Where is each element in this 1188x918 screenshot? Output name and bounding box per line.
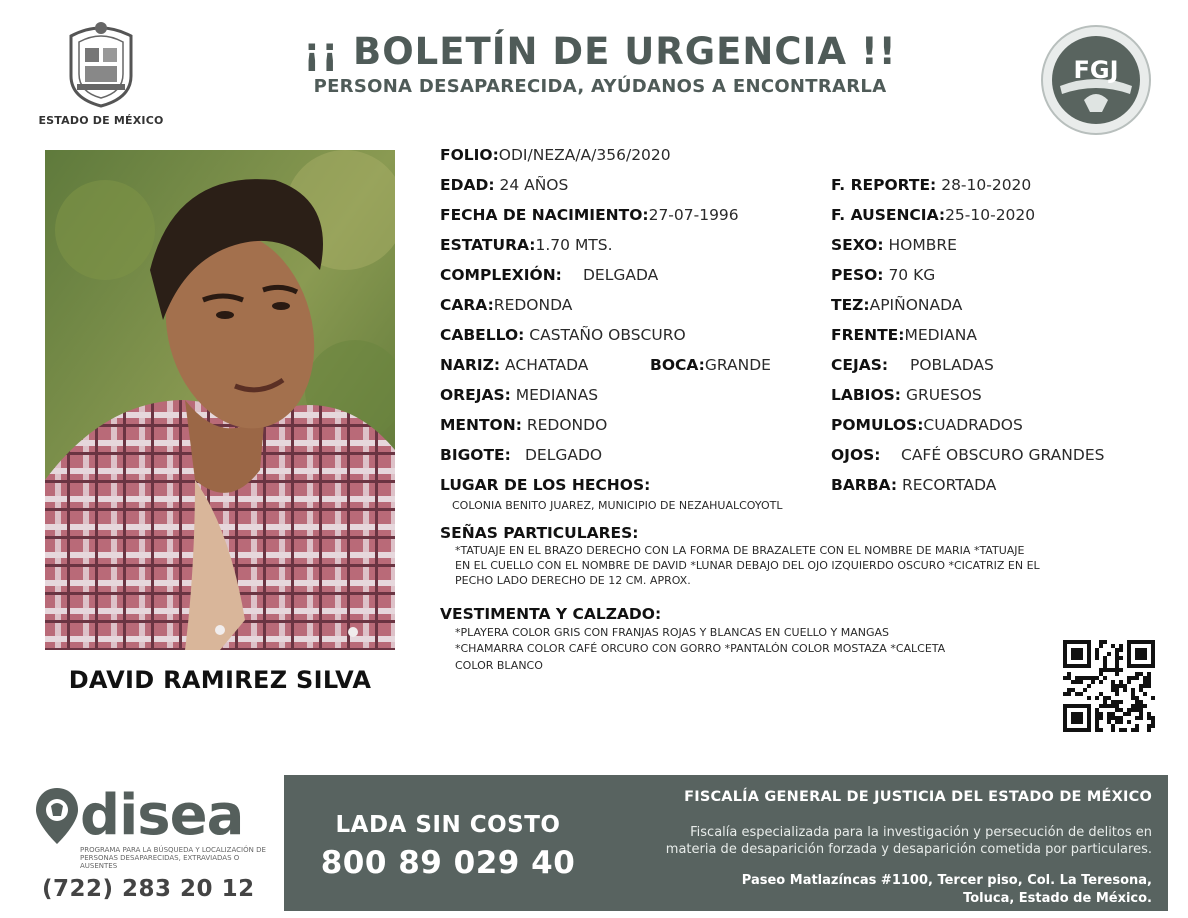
bulletin-title: ¡¡ BOLETÍN DE URGENCIA !! — [303, 30, 897, 73]
field-cejas — [831, 355, 888, 375]
vestimenta-title: VESTIMENTA Y CALZADO: — [440, 605, 662, 623]
nariz-label: NARIZ: — [440, 356, 501, 374]
f-ausencia-label: F. AUSENCIA: — [831, 206, 946, 224]
field-bigote — [440, 445, 511, 465]
field-sexo — [831, 235, 957, 255]
folio-value: ODI/NEZA/A/356/2020 — [498, 146, 671, 164]
vestimenta-line: COLOR BLANCO — [455, 659, 543, 672]
toll-free-label: LADA SIN COSTO — [335, 812, 561, 838]
person-name: DAVID RAMIREZ SILVA — [68, 666, 372, 694]
fgj-address-line: Paseo Matlazíncas #1100, Tercer piso, Col. La Teresona, — [741, 873, 1152, 888]
ojos-value: CAFÉ OBSCURO GRANDES — [901, 446, 1105, 464]
odisea-phone[interactable]: (722) 283 20 12 — [42, 876, 255, 902]
boca-value: GRANDE — [704, 356, 771, 374]
odisea-wordmark: disea — [80, 783, 244, 848]
state-of-mexico-logo — [36, 18, 166, 127]
frente-value: MEDIANA — [904, 326, 977, 344]
field-cabello — [440, 325, 686, 345]
location-pin-icon — [34, 786, 80, 846]
field-frente — [831, 325, 977, 345]
f-reporte-value: 28-10-2020 — [941, 176, 1032, 194]
orejas-value: MEDIANAS — [515, 386, 599, 404]
peso-label: PESO: — [831, 266, 884, 284]
fgj-description-line: materia de desaparición forzada y desaparición cometida por particulares. — [665, 842, 1152, 857]
sexo-label: SEXO: — [831, 236, 884, 254]
barba-value: RECORTADA — [901, 476, 997, 494]
cabello-value: CASTAÑO OBSCURO — [529, 326, 686, 344]
cabello-label: CABELLO: — [440, 326, 525, 344]
field-cara — [440, 295, 572, 315]
field-f-ausencia — [831, 205, 1035, 225]
barba-label: BARBA: — [831, 476, 898, 494]
tez-value: APIÑONADA — [869, 296, 963, 314]
cara-value: REDONDA — [493, 296, 573, 314]
complexion-value: DELGADA — [583, 266, 659, 284]
lugar-label: LUGAR DE LOS HECHOS: — [440, 476, 651, 494]
edad-value: 24 AÑOS — [499, 176, 569, 194]
bigote-value: DELGADO — [525, 446, 603, 464]
cara-label: CARA: — [440, 296, 494, 314]
field-fecha-nacimiento — [440, 205, 739, 225]
folio-label: FOLIO: — [440, 146, 499, 164]
field-edad — [440, 175, 568, 195]
fgj-address — [606, 872, 1152, 908]
menton-value: REDONDO — [526, 416, 608, 434]
field-peso — [831, 265, 935, 285]
field-menton — [440, 415, 607, 435]
field-boca — [650, 355, 771, 375]
cejas-value: POBLADAS — [910, 356, 994, 374]
fgj-full-name: FISCALÍA GENERAL DE JUSTICIA DEL ESTADO DE MÉXICO — [684, 789, 1152, 805]
fgj-seal-logo — [1040, 24, 1152, 136]
field-nariz — [440, 355, 588, 375]
fgj-description — [606, 824, 1152, 858]
sexo-value: HOMBRE — [888, 236, 957, 254]
fgj-seal-text: FGJ — [1073, 56, 1119, 84]
fecha-nacimiento-value: 27-07-1996 — [648, 206, 739, 224]
estatura-value: 1.70 MTS. — [535, 236, 613, 254]
odisea-tagline: PROGRAMA PARA LA BÚSQUEDA Y LOCALIZACIÓN DE PERSONAS DESAPARECIDAS, EXTRAVIADAS O AUSENTES — [80, 846, 266, 870]
lugar-value: COLONIA BENITO JUAREZ, MUNICIPIO DE NEZAHUALCOYOTL — [452, 499, 783, 512]
fgj-description-line: Fiscalía especializada para la investigación y persecución de delitos en — [690, 825, 1152, 840]
pomulos-label: POMULOS: — [831, 416, 924, 434]
vestimenta-line: *PLAYERA COLOR GRIS CON FRANJAS ROJAS Y BLANCAS EN CUELLO Y MANGAS — [455, 626, 890, 639]
f-ausencia-value: 25-10-2020 — [945, 206, 1036, 224]
frente-label: FRENTE: — [831, 326, 905, 344]
field-folio — [440, 145, 671, 165]
pomulos-value: CUADRADOS — [923, 416, 1023, 434]
cejas-label: CEJAS: — [831, 356, 889, 374]
field-complexion — [440, 265, 562, 285]
qr-code-icon — [1063, 640, 1155, 732]
bigote-label: BIGOTE: — [440, 446, 511, 464]
boca-label: BOCA: — [650, 356, 705, 374]
menton-label: MENTON: — [440, 416, 522, 434]
odisea-logo — [34, 783, 274, 848]
orejas-label: OREJAS: — [440, 386, 511, 404]
senas-line: PECHO LADO DERECHO DE 12 CM. APROX. — [455, 574, 691, 587]
f-reporte-label: F. REPORTE: — [831, 176, 937, 194]
senas-line: EN EL CUELLO CON EL NOMBRE DE DAVID *LUNAR DEBAJO DEL OJO IZQUIERDO OSCURO *CICATRIZ EN EL — [455, 559, 1040, 572]
nariz-value: ACHATADA — [505, 356, 589, 374]
fgj-address-line: Toluca, Estado de México. — [963, 891, 1152, 906]
estatura-label: ESTATURA: — [440, 236, 536, 254]
field-f-reporte — [831, 175, 1031, 195]
senas-title: SEÑAS PARTICULARES: — [440, 524, 639, 542]
vestimenta-line: *CHAMARRA COLOR CAFÉ ORCURO CON GORRO *PANTALÓN COLOR MOSTAZA *CALCETA — [455, 642, 946, 655]
field-labios — [831, 385, 982, 405]
state-caption: ESTADO DE MÉXICO — [38, 114, 164, 127]
peso-value: 70 KG — [888, 266, 936, 284]
tez-label: TEZ: — [831, 296, 870, 314]
field-estatura — [440, 235, 613, 255]
field-ojos — [831, 445, 880, 465]
field-barba — [831, 475, 996, 495]
senas-line: *TATUAJE EN EL BRAZO DERECHO CON LA FORMA DE BRAZALETE CON EL NOMBRE DE MARIA *TATUAJE — [455, 544, 1025, 557]
coat-of-arms-icon — [63, 18, 139, 108]
complexion-label: COMPLEXIÓN: — [440, 266, 562, 284]
toll-free-number[interactable]: 800 89 029 40 — [320, 845, 576, 881]
fgj-seal-icon — [1040, 24, 1152, 136]
labios-value: GRUESOS — [905, 386, 982, 404]
field-pomulos — [831, 415, 1023, 435]
qr-code[interactable] — [1063, 640, 1155, 732]
edad-label: EDAD: — [440, 176, 495, 194]
field-tez — [831, 295, 962, 315]
ojos-label: OJOS: — [831, 446, 881, 464]
fecha-nacimiento-label: FECHA DE NACIMIENTO: — [440, 206, 649, 224]
field-orejas — [440, 385, 598, 405]
bulletin-subtitle: PERSONA DESAPARECIDA, AYÚDANOS A ENCONTRARLA — [313, 76, 887, 97]
field-lugar — [440, 475, 650, 495]
labios-label: LABIOS: — [831, 386, 901, 404]
missing-person-photo — [45, 150, 395, 650]
